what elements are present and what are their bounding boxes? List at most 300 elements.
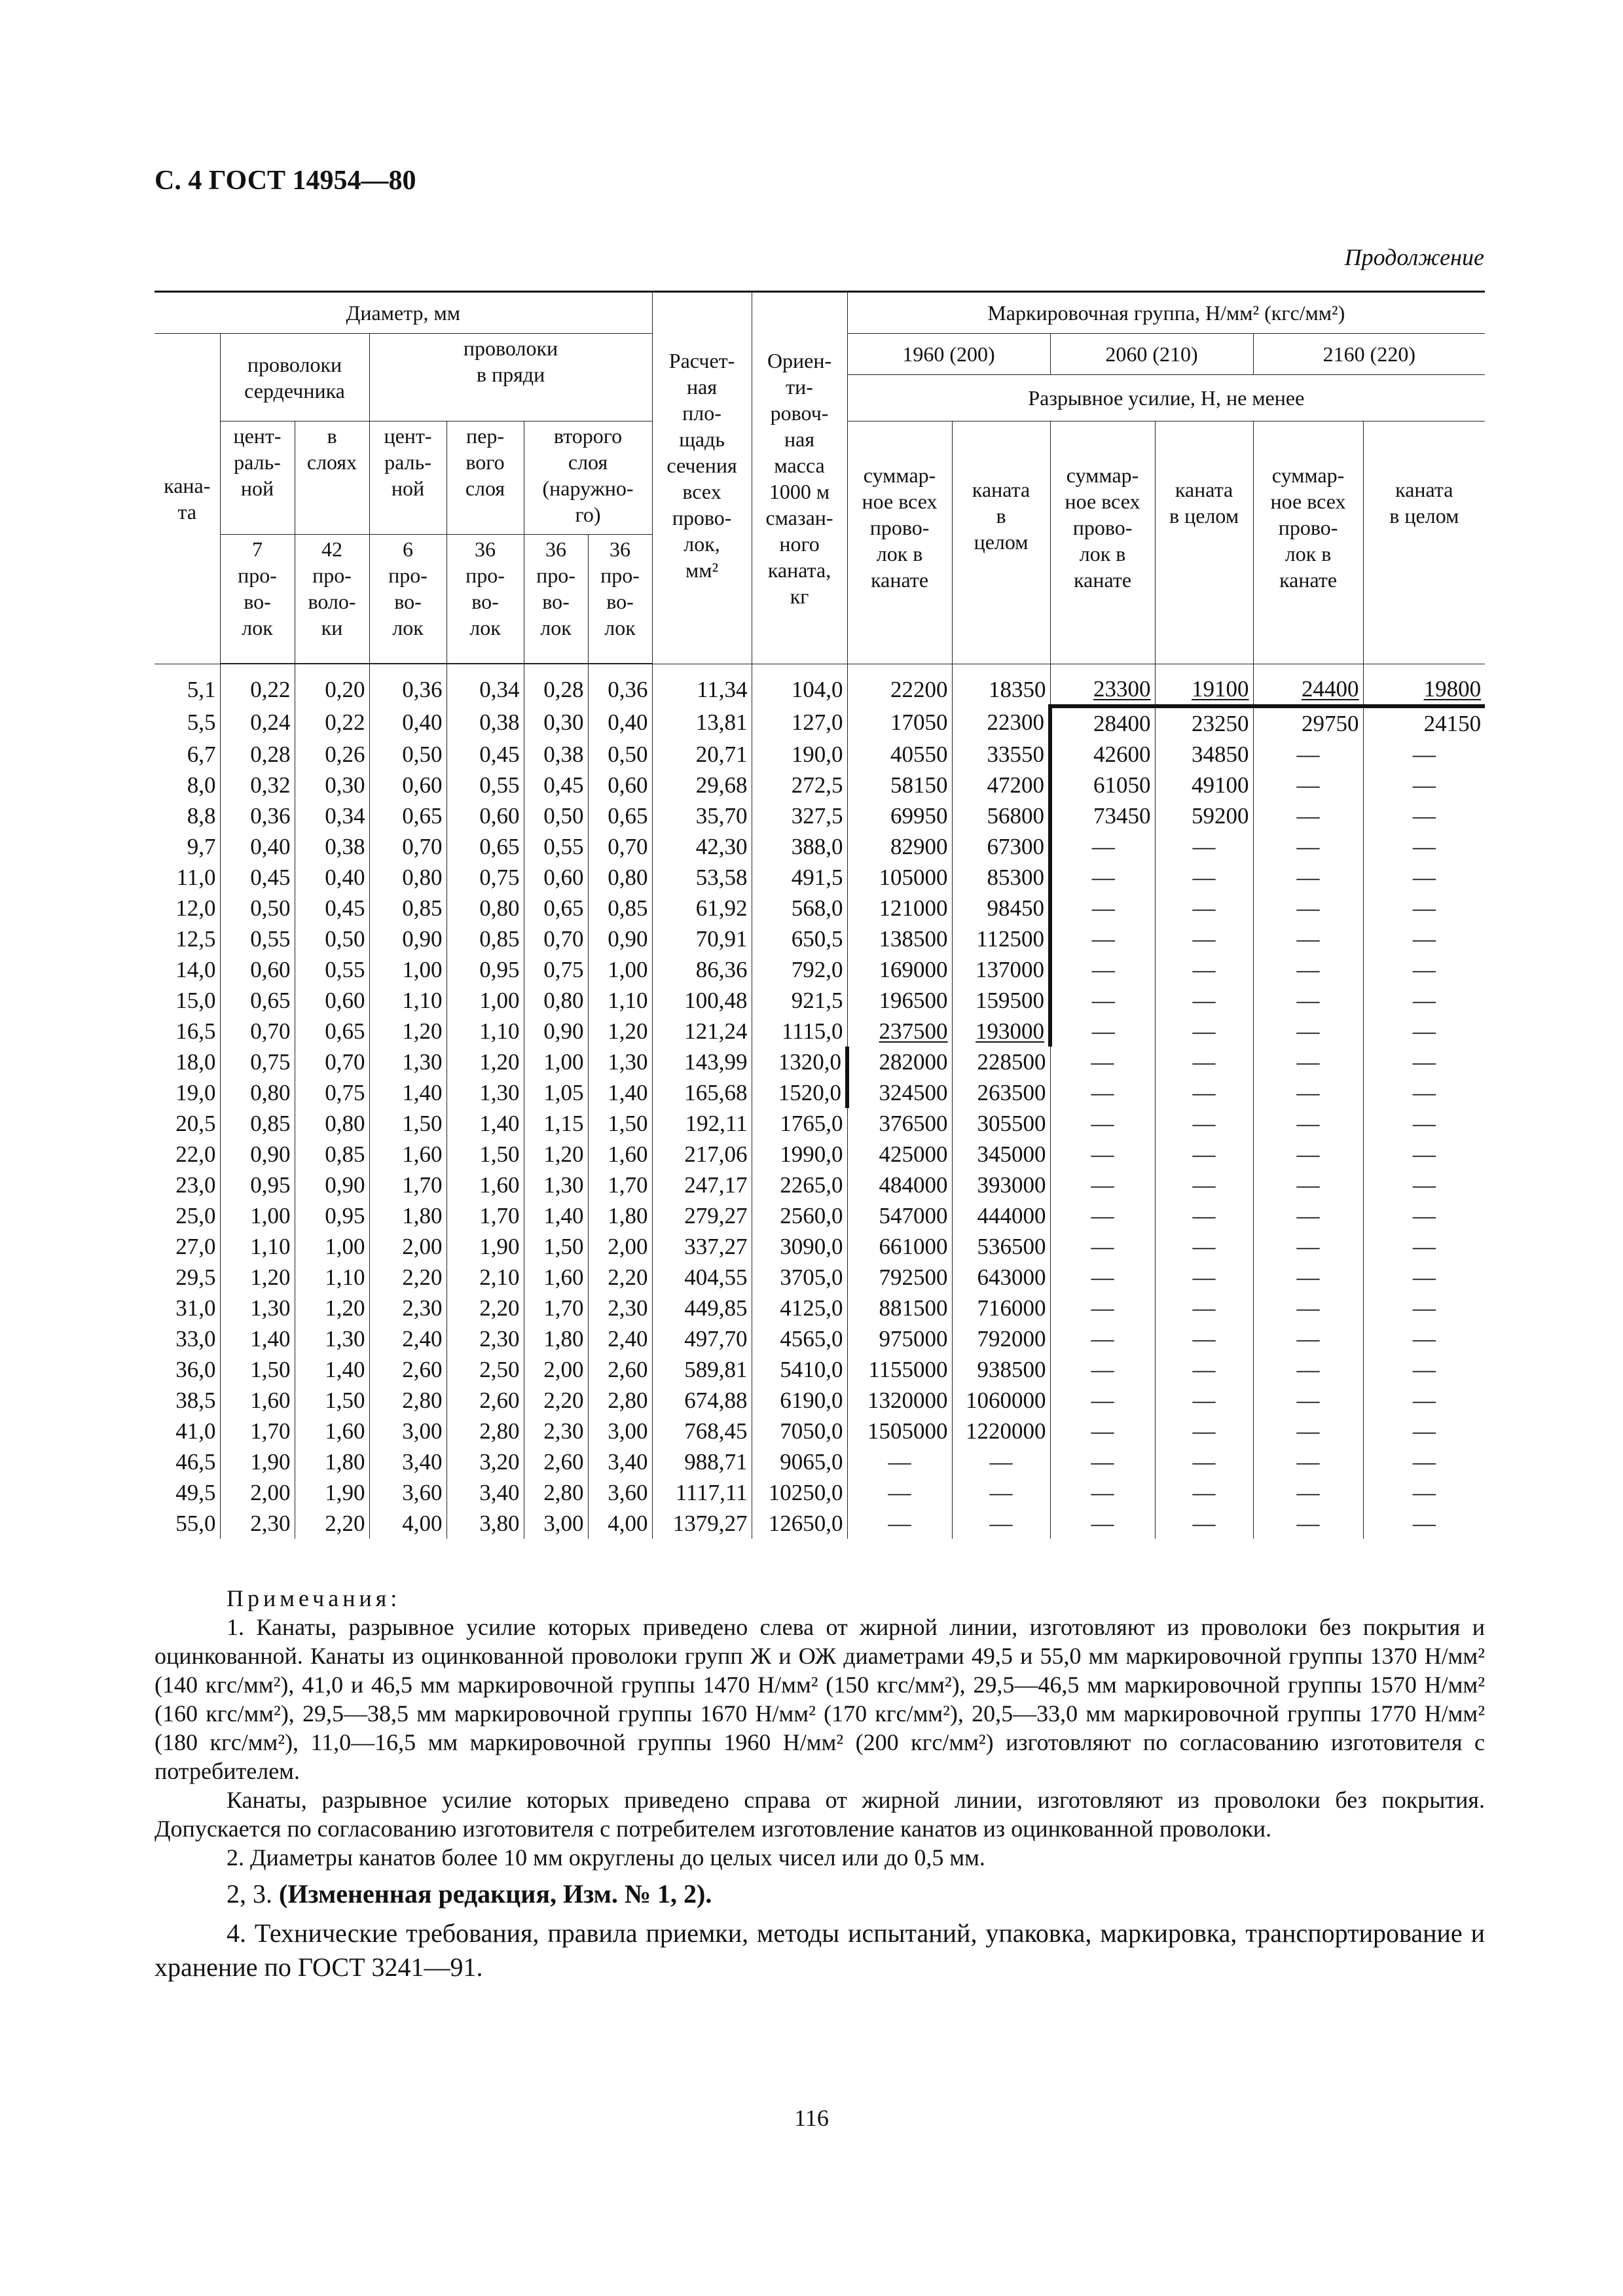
table-cell: — — [1155, 1385, 1253, 1416]
table-cell: 55,0 — [155, 1508, 220, 1539]
table-cell: — — [1253, 1016, 1363, 1047]
table-cell: — — [1050, 1016, 1155, 1047]
table-cell: 0,55 — [524, 831, 588, 862]
table-cell: 143,99 — [652, 1047, 752, 1077]
table-cell: 5,5 — [155, 706, 220, 739]
table-cell: — — [1050, 924, 1155, 954]
table-cell: 10250,0 — [752, 1477, 847, 1508]
table-cell: 1,40 — [369, 1077, 447, 1108]
table-cell: 327,5 — [752, 800, 847, 831]
table-cell: 1,20 — [295, 1293, 369, 1323]
table-cell: — — [1155, 1477, 1253, 1508]
table-cell: 0,50 — [295, 924, 369, 954]
table-cell: 0,60 — [220, 954, 295, 985]
table-cell: 61,92 — [652, 893, 752, 924]
table-cell: 1,60 — [588, 1139, 652, 1170]
table-cell: 33,0 — [155, 1323, 220, 1354]
table-cell: 263500 — [952, 1077, 1050, 1108]
table-cell: 0,60 — [447, 800, 524, 831]
table-cell: 0,36 — [588, 664, 652, 706]
table-cell: 0,70 — [220, 1016, 295, 1047]
table-cell: 0,80 — [369, 862, 447, 893]
table-cell: 491,5 — [752, 862, 847, 893]
table-cell: 5410,0 — [752, 1354, 847, 1385]
table-cell: 38,5 — [155, 1385, 220, 1416]
table-cell: 589,81 — [652, 1354, 752, 1385]
table-cell: 42,30 — [652, 831, 752, 862]
table-cell: 2,80 — [447, 1416, 524, 1446]
table-cell: 0,40 — [220, 831, 295, 862]
table-cell: 305500 — [952, 1108, 1050, 1139]
table-cell: — — [1155, 1170, 1253, 1200]
table-cell: 2,20 — [524, 1385, 588, 1416]
table-cell: — — [1155, 1354, 1253, 1385]
table-cell: — — [1155, 862, 1253, 893]
table-cell: 0,70 — [295, 1047, 369, 1077]
table-cell: — — [1050, 862, 1155, 893]
table-cell: 0,55 — [295, 954, 369, 985]
table-cell: 1,50 — [447, 1139, 524, 1170]
table-cell: — — [1253, 985, 1363, 1016]
table-cell: 56800 — [952, 800, 1050, 831]
table-cell: — — [1253, 1231, 1363, 1262]
table-cell: 568,0 — [752, 893, 847, 924]
table-cell: — — [1363, 862, 1485, 893]
table-row — [155, 770, 1485, 800]
table-cell: — — [847, 1446, 952, 1477]
table-cell: 1,70 — [524, 1293, 588, 1323]
table-cell: 0,38 — [447, 706, 524, 739]
table-cell: 768,45 — [652, 1416, 752, 1446]
table-cell: 1,15 — [524, 1108, 588, 1139]
table-cell: 1,60 — [295, 1416, 369, 1446]
table-cell: 73450 — [1050, 800, 1155, 831]
table-cell: 1,60 — [220, 1385, 295, 1416]
table-cell: 3,40 — [369, 1446, 447, 1477]
table-cell: 0,90 — [588, 924, 652, 954]
table-cell: — — [1253, 1200, 1363, 1231]
table-row — [155, 1170, 1485, 1200]
table-cell: — — [952, 1477, 1050, 1508]
table-cell: — — [1253, 770, 1363, 800]
table-cell: — — [1050, 1200, 1155, 1231]
table-cell: 1765,0 — [752, 1108, 847, 1139]
table-row — [155, 893, 1485, 924]
table-cell: 0,65 — [447, 831, 524, 862]
table-row — [155, 1323, 1485, 1354]
table-cell: 2,30 — [588, 1293, 652, 1323]
table-cell: 193000 — [952, 1016, 1050, 1047]
table-cell: 29,5 — [155, 1262, 220, 1293]
table-cell: 1379,27 — [652, 1508, 752, 1539]
table-cell: 4,00 — [369, 1508, 447, 1539]
table-cell: 100,48 — [652, 985, 752, 1016]
table-cell: 25,0 — [155, 1200, 220, 1231]
table-cell: 0,85 — [588, 893, 652, 924]
table-cell: — — [1155, 1231, 1253, 1262]
table-cell: 58150 — [847, 770, 952, 800]
table-cell: 0,95 — [220, 1170, 295, 1200]
strand-second-count-a-header: 36 про- во- лок — [524, 535, 588, 664]
table-cell: — — [1050, 1354, 1155, 1385]
table-cell: — — [1363, 1139, 1485, 1170]
table-cell: — — [1050, 1077, 1155, 1108]
table-cell: 2,00 — [588, 1231, 652, 1262]
table-cell: — — [1363, 800, 1485, 831]
table-cell: 3,40 — [588, 1446, 652, 1477]
table-cell: 1,10 — [295, 1262, 369, 1293]
table-cell: 0,85 — [369, 893, 447, 924]
table-cell: 0,60 — [295, 985, 369, 1016]
table-cell: 2,20 — [369, 1262, 447, 1293]
table-cell: 0,34 — [447, 664, 524, 706]
table-cell: 2,40 — [369, 1323, 447, 1354]
table-cell: 0,40 — [588, 706, 652, 739]
table-cell: 0,45 — [447, 739, 524, 770]
table-cell: 16,5 — [155, 1016, 220, 1047]
table-cell: 18,0 — [155, 1047, 220, 1077]
core-wires-header: проволоки сердечника — [220, 334, 369, 422]
note-2: 2. Диаметры канатов более 10 мм округлены до целых чисел или до 0,5 мм. — [227, 1844, 985, 1871]
table-cell: — — [1155, 1508, 1253, 1539]
strand-central-header: цент- раль- ной — [369, 422, 447, 535]
whole-rope-2060-header: каната в целом — [1155, 422, 1253, 664]
table-cell: 2,50 — [447, 1354, 524, 1385]
table-cell: 393000 — [952, 1170, 1050, 1200]
table-cell: — — [1363, 1416, 1485, 1446]
table-cell: 1,60 — [369, 1139, 447, 1170]
table-cell: 15,0 — [155, 985, 220, 1016]
table-cell: — — [847, 1477, 952, 1508]
table-cell: 0,40 — [369, 706, 447, 739]
table-cell: 34850 — [1155, 739, 1253, 770]
table-cell: 9065,0 — [752, 1446, 847, 1477]
table-cell: — — [1253, 1354, 1363, 1385]
table-cell: 0,22 — [295, 706, 369, 739]
table-cell: — — [1363, 1077, 1485, 1108]
table-cell: 0,38 — [295, 831, 369, 862]
table-cell: 29,68 — [652, 770, 752, 800]
table-cell: 0,60 — [588, 770, 652, 800]
table-cell: 196500 — [847, 985, 952, 1016]
table-cell: 2,20 — [447, 1293, 524, 1323]
table-cell: 3,40 — [447, 1477, 524, 1508]
table-cell: 1,30 — [369, 1047, 447, 1077]
table-cell: — — [1155, 831, 1253, 862]
table-cell: — — [1363, 1170, 1485, 1200]
table-cell: 661000 — [847, 1231, 952, 1262]
table-cell: 404,55 — [652, 1262, 752, 1293]
table-cell: 0,32 — [220, 770, 295, 800]
table-cell: — — [1155, 1077, 1253, 1108]
core-central-count-header: 7 про- во- лок — [220, 535, 295, 664]
whole-rope-1960-header: каната в целом — [952, 422, 1050, 664]
table-cell: — — [1050, 1416, 1155, 1446]
table-cell: — — [1363, 1477, 1485, 1508]
table-cell: 2,20 — [588, 1262, 652, 1293]
table-cell: 1,30 — [295, 1323, 369, 1354]
table-cell: — — [1363, 770, 1485, 800]
core-layers-header: в слоях — [295, 422, 369, 535]
table-cell: 1,10 — [588, 985, 652, 1016]
table-row — [155, 1293, 1485, 1323]
table-row — [155, 1354, 1485, 1385]
table-cell: 17050 — [847, 706, 952, 739]
table-cell: 228500 — [952, 1047, 1050, 1077]
table-cell: 3,60 — [588, 1477, 652, 1508]
table-cell: 19800 — [1363, 664, 1485, 706]
table-cell: 1155000 — [847, 1354, 952, 1385]
table-cell: — — [1050, 893, 1155, 924]
table-cell: — — [1050, 1477, 1155, 1508]
table-cell: — — [1253, 1170, 1363, 1200]
table-cell: 9,7 — [155, 831, 220, 862]
table-cell: 0,30 — [295, 770, 369, 800]
table-cell: 3705,0 — [752, 1262, 847, 1293]
table-cell: — — [1050, 1170, 1155, 1200]
table-cell: 1,00 — [369, 954, 447, 985]
table-cell: 2,20 — [295, 1508, 369, 1539]
table-cell: — — [1363, 739, 1485, 770]
notes-section — [155, 1584, 1485, 1984]
table-cell: 921,5 — [752, 985, 847, 1016]
breaking-force-header: Разрывное усилие, Н, не менее — [847, 375, 1485, 422]
table-cell: — — [1363, 1200, 1485, 1231]
table-cell: — — [1253, 1385, 1363, 1416]
table-cell: — — [1253, 862, 1363, 893]
table-cell: 1,50 — [524, 1231, 588, 1262]
table-cell: 3,00 — [524, 1508, 588, 1539]
area-header: Расчет- ная пло- щадь сечения всех прово- лок, мм² — [652, 292, 752, 664]
table-cell: 69950 — [847, 800, 952, 831]
table-row — [155, 1446, 1485, 1477]
table-cell: — — [1155, 1200, 1253, 1231]
strand-second-count-b-header: 36 про- во- лок — [588, 535, 652, 664]
table-cell: 0,80 — [588, 862, 652, 893]
table-cell: 2,80 — [369, 1385, 447, 1416]
table-cell: 1,10 — [447, 1016, 524, 1047]
table-cell: 1,60 — [524, 1262, 588, 1293]
table-cell: 388,0 — [752, 831, 847, 862]
table-cell: 61050 — [1050, 770, 1155, 800]
table-cell: 27,0 — [155, 1231, 220, 1262]
table-cell: 1,40 — [588, 1077, 652, 1108]
table-cell: — — [1155, 1293, 1253, 1323]
table-cell: 792000 — [952, 1323, 1050, 1354]
table-cell: — — [1050, 1108, 1155, 1139]
table-cell: 0,85 — [220, 1108, 295, 1139]
table-cell: 159500 — [952, 985, 1050, 1016]
table-cell: — — [1253, 1416, 1363, 1446]
table-cell: 282000 — [847, 1047, 952, 1077]
table-cell: 1,20 — [220, 1262, 295, 1293]
table-cell: 24150 — [1363, 706, 1485, 739]
table-cell: 1,60 — [447, 1170, 524, 1200]
table-cell: — — [1363, 1323, 1485, 1354]
table-cell: — — [1155, 893, 1253, 924]
table-cell: — — [1050, 1446, 1155, 1477]
table-cell: — — [1363, 1385, 1485, 1416]
table-cell: 22,0 — [155, 1139, 220, 1170]
table-cell: 20,5 — [155, 1108, 220, 1139]
table-cell: — — [1363, 1262, 1485, 1293]
table-cell: 0,70 — [588, 831, 652, 862]
table-cell: 0,75 — [295, 1077, 369, 1108]
table-cell: 1,40 — [524, 1200, 588, 1231]
table-cell: 2,80 — [588, 1385, 652, 1416]
table-cell: 1320000 — [847, 1385, 952, 1416]
table-cell: 1,50 — [588, 1108, 652, 1139]
table-cell: 0,65 — [524, 893, 588, 924]
table-row — [155, 1416, 1485, 1446]
strand-first-layer-header: пер- вого слоя — [447, 422, 524, 535]
continuation-label: Продолжение — [1344, 244, 1484, 270]
table-cell: 1,40 — [447, 1108, 524, 1139]
table-cell: 20,71 — [652, 739, 752, 770]
table-cell: — — [1363, 1047, 1485, 1077]
table-row — [155, 954, 1485, 985]
table-cell: — — [952, 1446, 1050, 1477]
table-cell: 165,68 — [652, 1077, 752, 1108]
table-cell: 41,0 — [155, 1416, 220, 1446]
table-cell: — — [952, 1508, 1050, 1539]
table-cell: 127,0 — [752, 706, 847, 739]
table-cell: — — [1363, 1293, 1485, 1323]
strand-central-count-header: 6 про- во- лок — [369, 535, 447, 664]
table-cell: 279,27 — [652, 1200, 752, 1231]
table-cell: 82900 — [847, 831, 952, 862]
table-cell: 0,65 — [369, 800, 447, 831]
table-cell: 1505000 — [847, 1416, 952, 1446]
table-cell: 3,00 — [588, 1416, 652, 1446]
sum-wires-2160-header: суммар- ное всех прово- лок в канате — [1253, 422, 1363, 664]
core-layers-count-header: 42 про- воло- ки — [295, 535, 369, 664]
table-cell: 1,20 — [447, 1047, 524, 1077]
table-cell: 0,95 — [447, 954, 524, 985]
table-row — [155, 831, 1485, 862]
table-cell: 1,00 — [220, 1200, 295, 1231]
table-cell: 0,65 — [295, 1016, 369, 1047]
table-cell: 324500 — [847, 1077, 952, 1108]
table-cell: 247,17 — [652, 1170, 752, 1200]
table-cell: — — [1363, 893, 1485, 924]
table-cell: 484000 — [847, 1170, 952, 1200]
table-cell: — — [1050, 1047, 1155, 1077]
table-cell: 46,5 — [155, 1446, 220, 1477]
table-cell: 2,60 — [369, 1354, 447, 1385]
table-cell: 12650,0 — [752, 1508, 847, 1539]
table-cell: 0,36 — [220, 800, 295, 831]
strand-first-count-header: 36 про- во- лок — [447, 535, 524, 664]
table-cell: 1,00 — [447, 985, 524, 1016]
table-cell: 1,70 — [369, 1170, 447, 1200]
table-row — [155, 1108, 1485, 1139]
table-cell: — — [1363, 1231, 1485, 1262]
table-cell: — — [1155, 1323, 1253, 1354]
table-cell: 1,40 — [220, 1323, 295, 1354]
table-cell: 11,0 — [155, 862, 220, 893]
table-cell: — — [1363, 985, 1485, 1016]
table-cell: — — [1253, 1508, 1363, 1539]
table-cell: 0,80 — [447, 893, 524, 924]
notes-title: Примечания: — [227, 1585, 401, 1611]
table-cell: 0,34 — [295, 800, 369, 831]
amendment-paragraph — [155, 1877, 1485, 1911]
table-cell: 53,58 — [652, 862, 752, 893]
table-cell: 59200 — [1155, 800, 1253, 831]
table-cell: 0,38 — [524, 739, 588, 770]
table-cell: — — [1253, 954, 1363, 985]
table-cell: 0,24 — [220, 706, 295, 739]
table-cell: 0,75 — [524, 954, 588, 985]
paragraph-4: 4. Технические требования, правила приемки, методы испытаний, упаковка, маркировка, транспортирование и хранение по ГОСТ 3241—91. — [155, 1918, 1485, 1982]
table-cell: 1,30 — [524, 1170, 588, 1200]
table-cell: 0,80 — [295, 1108, 369, 1139]
note-1a: 1. Канаты, разрывное усилие которых приведено слева от жирной линии, изготовляют из проволоки без покрытия и оцинкованной. Канаты из оцинкованной проволоки групп Ж и ОЖ диаметрами 49,5 и 55,0 мм маркировочной группы 1370 Н/мм² (140 кгс/мм²), 41,0 и 46,5 мм маркировочной группы 1470 Н/мм² (150 кгс/мм²), 29,5—46,5 мм маркировочной группы 1570 Н/мм² (160 кгс/мм²), 29,5—38,5 мм маркировочной группы 1670 Н/мм² (170 кгс/мм²), 20,5—33,0 мм маркировочной группы 1770 Н/мм² (180 кгс/мм²), 11,0—16,5 мм маркировочной группы 1960 Н/мм² (200 кгс/мм²) изготовляют по согласованию изготовителя с потребителем. — [155, 1614, 1485, 1784]
table-cell: 0,20 — [295, 664, 369, 706]
table-cell: 0,50 — [524, 800, 588, 831]
table-cell: 23,0 — [155, 1170, 220, 1200]
table-cell: 1,00 — [524, 1047, 588, 1077]
table-cell: 674,88 — [652, 1385, 752, 1416]
table-cell: 22300 — [952, 706, 1050, 739]
table-cell: 792500 — [847, 1262, 952, 1293]
table-cell: — — [1253, 1446, 1363, 1477]
table-row — [155, 706, 1485, 739]
table-cell: 2,30 — [369, 1293, 447, 1323]
table-row — [155, 1016, 1485, 1047]
table-cell: 14,0 — [155, 954, 220, 985]
table-cell: — — [1363, 1354, 1485, 1385]
table-cell: 1,80 — [295, 1446, 369, 1477]
core-central-header: цент- раль- ной — [220, 422, 295, 535]
table-row — [155, 1262, 1485, 1293]
table-cell: 1320,0 — [752, 1047, 847, 1077]
note-1b: Канаты, разрывное усилие которых приведено справа от жирной линии, изготовляют из проволоки без покрытия. Допускается по согласованию изготовителя с потребителем изготовление канатов из оцинкованной проволоки. — [155, 1787, 1485, 1842]
table-cell: 444000 — [952, 1200, 1050, 1231]
table-cell: 0,90 — [369, 924, 447, 954]
table-cell: 1,10 — [369, 985, 447, 1016]
table-cell: — — [1253, 893, 1363, 924]
table-cell: — — [1050, 954, 1155, 985]
table-cell: 1,90 — [220, 1446, 295, 1477]
table-cell: — — [1253, 1108, 1363, 1139]
table-cell: 121000 — [847, 893, 952, 924]
grade-2160-header: 2160 (220) — [1253, 334, 1485, 375]
page-header: С. 4 ГОСТ 14954—80 — [155, 166, 416, 196]
table-cell: 7050,0 — [752, 1416, 847, 1446]
table-cell: 376500 — [847, 1108, 952, 1139]
table-cell: 1,10 — [220, 1231, 295, 1262]
table-cell: — — [1253, 1323, 1363, 1354]
table-cell: — — [1050, 1262, 1155, 1293]
table-cell: 31,0 — [155, 1293, 220, 1323]
table-cell: 1,20 — [588, 1016, 652, 1047]
table-cell: 29750 — [1253, 706, 1363, 739]
grade-2060-header: 2060 (210) — [1050, 334, 1253, 375]
table-cell: 3,20 — [447, 1446, 524, 1477]
table-cell: — — [1155, 1139, 1253, 1170]
table-cell: — — [1050, 1508, 1155, 1539]
table-cell: 2,60 — [588, 1354, 652, 1385]
table-cell: 0,80 — [220, 1077, 295, 1108]
table-cell: 3090,0 — [752, 1231, 847, 1262]
amendment-text: (Измененная редакция, Изм. № 1, 2). — [279, 1879, 712, 1909]
table-cell: 1,00 — [588, 954, 652, 985]
table-cell: — — [1155, 1262, 1253, 1293]
table-cell: 0,30 — [524, 706, 588, 739]
table-cell: 1,30 — [447, 1077, 524, 1108]
